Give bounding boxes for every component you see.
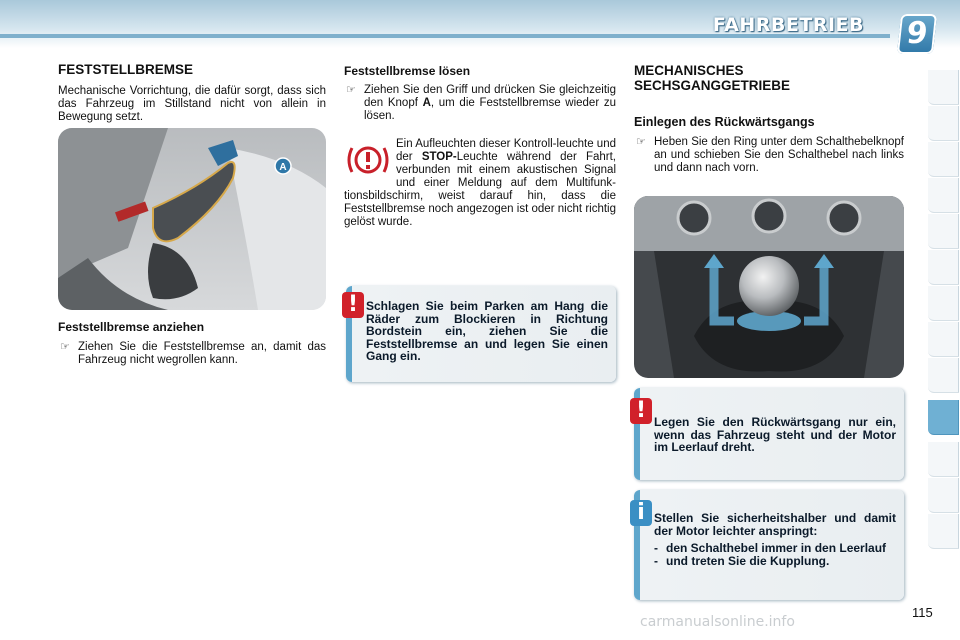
exclamation-badge-icon: ! [342,292,364,318]
intro-text: Mechanische Vorrichtung, die dafür sorgt, dass sich das Fahrzeug im Stillstand nicht von allein in Bewegung setzt. [58,85,326,123]
chapter-tab[interactable] [928,442,959,477]
hand-pointer-icon: ☞ [60,341,70,353]
bullet-text: , um die Feststellbremse wieder zu lösen. [364,97,616,122]
bullet-text: Ziehen Sie den Griff und drücken Sie gleichzeitig den Knopf [364,84,616,109]
handbrake-illustration [58,128,326,310]
info-badge-icon: i [630,500,652,526]
bullet-apply [58,341,326,367]
page-number: 115 [912,605,933,620]
chapter-tabs [928,70,960,574]
column-parking-brake [58,62,326,124]
hand-pointer-icon: ☞ [636,136,646,148]
note-list-item: - den Schalthebel immer in den Leerlauf [654,541,887,555]
exclamation-badge-icon: ! [630,398,652,424]
bullet-reverse [634,136,904,175]
chapter-tab[interactable] [928,358,959,393]
bullet-release [344,84,616,123]
chapter-tab[interactable] [928,250,959,285]
chapter-tab[interactable] [928,214,959,249]
chapter-title: FAHRBETRIEB [712,14,864,36]
gearshift-illustration [634,196,904,378]
bullet-text: Heben Sie den Ring unter dem Schalthebelknopf an und schieben Sie den Schalthebel nach links und dann nach vorn. [654,136,904,174]
subheading-apply: Feststellbremse anziehen [58,320,205,334]
subheading-release: Feststellbremse lösen [344,64,471,78]
button-a-label: A [422,97,431,109]
safety-start-note [634,490,904,600]
chapter-tab[interactable] [928,478,959,513]
note-list-item: - und treten Sie die Kupplung. [654,553,830,568]
note-intro: Stellen Sie sicherheitshalber und damit der Motor leichter anspringt: [654,511,896,538]
warning-lamp-text: Ein Aufleuchten dieser Kontroll-leuchte und der STOP-Leuchte während der Fahrt, verbunden mit einem akustischen Signal und einer Meldung auf dem Multifunk-tionsbildschirm, weist darauf hin, dass die Feststellbremse noch angezogen ist oder nicht richtig gelöst wurde. [344,138,616,228]
warning-lamp-block [344,138,616,229]
note-text: Legen Sie den Rückwärtsgang nur ein, wenn das Fahrzeug steht und der Motor im Leerlauf dreht. [654,415,896,454]
column-gearbox [634,63,904,175]
brake-warning-lamp-icon [344,138,396,184]
section-heading-gearbox: MECHANISCHES SECHSGANGGETRIEBE [634,63,791,93]
stop-label: STOP- [421,151,457,163]
photo-marker-a: A [279,162,287,173]
watermark: carmanualsonline.info [640,614,795,630]
apply-brake-block [58,320,326,367]
handbrake-photo [58,128,326,310]
chapter-tab[interactable] [928,322,959,357]
hand-pointer-icon: ☞ [346,84,356,96]
note-text [654,512,896,567]
chapter-tab[interactable] [928,70,959,105]
chapter-tab-active[interactable] [928,400,959,435]
chapter-tab[interactable] [928,514,959,549]
parking-slope-note [346,286,616,382]
gearshift-photo [634,196,904,378]
chapter-tab[interactable] [928,106,959,141]
chapter-tab[interactable] [928,178,959,213]
column-release-brake [344,64,616,123]
section-heading: FESTSTELLBREMSE [58,62,194,77]
subheading-reverse: Einlegen des Rückwärtsgangs [634,115,815,129]
chapter-tab[interactable] [928,286,959,321]
chapter-number: 9 [897,14,937,54]
bullet-text: Ziehen Sie die Feststellbremse an, damit das Fahrzeug nicht wegrollen kann. [78,341,326,366]
chapter-tab[interactable] [928,142,959,177]
reverse-gear-note [634,388,904,480]
note-text: Schlagen Sie beim Parken am Hang die Räder zum Blockieren in Richtung Bordstein ein, ziehen Sie die Feststellbremse an und legen Sie einen Gang ein. [366,299,608,363]
